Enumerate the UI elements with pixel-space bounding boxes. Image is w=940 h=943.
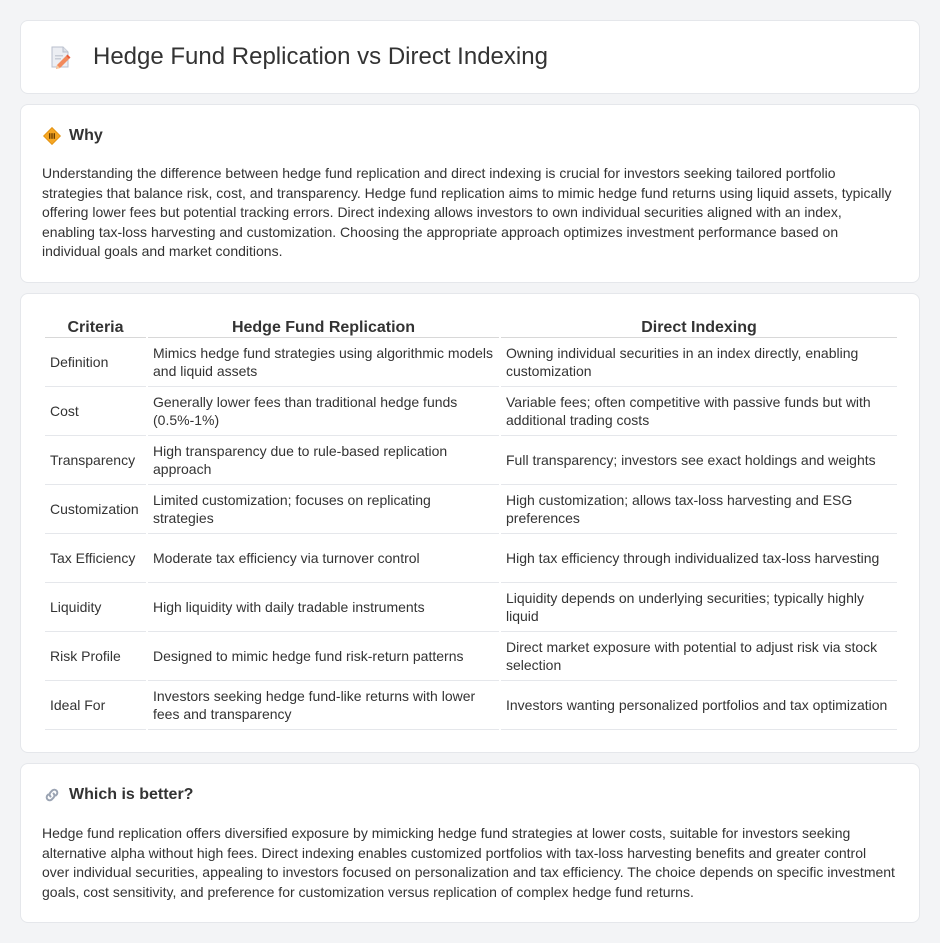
direct-indexing-cell: Owning individual securities in an index directly, enabling customization [501, 338, 897, 387]
direct-indexing-cell: Variable fees; often competitive with passive funds but with additional trading costs [501, 387, 897, 436]
criteria-cell: Definition [45, 338, 146, 387]
criteria-cell: Tax Efficiency [45, 534, 146, 583]
which-is-better-title: Which is better? [69, 786, 194, 803]
hedge-fund-replication-cell: Investors seeking hedge fund-like returns with lower fees and transparency [148, 681, 499, 730]
which-is-better-card [20, 763, 920, 923]
direct-indexing-cell: High tax efficiency through individualized tax-loss harvesting [501, 534, 897, 583]
why-title: Why [69, 127, 103, 144]
criteria-cell: Liquidity [45, 583, 146, 632]
which-is-better-heading [43, 786, 193, 804]
why-paragraph: Understanding the difference between hedge fund replication and direct indexing is crucial for investors seeking tailored portfolio strategies that balance risk, cost, and transparency. Hedge fund replication aims to mimic hedge fund returns using liquid assets, typically offering lower fees but potential tracking errors. Direct indexing allows investors to own individual securities aligned with an index, enabling tax-loss harvesting and customization. Choosing the appropriate approach optimizes investment performance based on individual goals and market conditions. [42, 165, 892, 260]
column-header-direct-indexing: Direct Indexing [501, 317, 897, 338]
table-row [45, 534, 897, 583]
hedge-fund-replication-cell: Generally lower fees than traditional hedge funds (0.5%-1%) [148, 387, 499, 436]
criteria-cell: Risk Profile [45, 632, 146, 681]
why-card [20, 104, 920, 283]
column-header-criteria: Criteria [45, 317, 146, 338]
criteria-cell: Ideal For [45, 681, 146, 730]
why-heading [43, 127, 103, 145]
table-row [45, 632, 897, 681]
document-pencil-icon [47, 44, 73, 70]
direct-indexing-cell: Liquidity depends on underlying securities; typically highly liquid [501, 583, 897, 632]
hedge-fund-replication-cell: Mimics hedge fund strategies using algorithmic models and liquid assets [148, 338, 499, 387]
hedge-fund-replication-cell: Designed to mimic hedge fund risk-return patterns [148, 632, 499, 681]
page-title: Hedge Fund Replication vs Direct Indexing [93, 43, 548, 70]
criteria-cell: Transparency [45, 436, 146, 485]
table-header-row [45, 317, 897, 338]
which-is-better-paragraph: Hedge fund replication offers diversified exposure by mimicking hedge fund strategies at lower costs, suitable for investors seeking alternative alpha without high fees. Direct indexing enables customized portfolios with tax-loss harvesting benefits and greater control over individual securities, appealing to investors focused on personalization and tax efficiency. The choice depends on specific investment goals, cost sensitivity, and preference for customization versus replication of complex hedge fund returns. [42, 825, 895, 900]
direct-indexing-cell: Full transparency; investors see exact holdings and weights [501, 436, 897, 485]
header-card [20, 20, 920, 94]
link-icon [43, 786, 61, 804]
table-row [45, 583, 897, 632]
direct-indexing-cell: Investors wanting personalized portfolios and tax optimization [501, 681, 897, 730]
criteria-cell: Cost [45, 387, 146, 436]
hedge-fund-replication-cell: Limited customization; focuses on replicating strategies [148, 485, 499, 534]
hedge-fund-replication-cell: High transparency due to rule-based replication approach [148, 436, 499, 485]
table-row [45, 387, 897, 436]
criteria-cell: Customization [45, 485, 146, 534]
table-row [45, 485, 897, 534]
diamond-sign-icon [43, 127, 61, 145]
direct-indexing-cell: High customization; allows tax-loss harvesting and ESG preferences [501, 485, 897, 534]
table-row [45, 338, 897, 387]
column-header-hedge-fund-replication: Hedge Fund Replication [148, 317, 499, 338]
table-row [45, 681, 897, 730]
hedge-fund-replication-cell: Moderate tax efficiency via turnover control [148, 534, 499, 583]
hedge-fund-replication-cell: High liquidity with daily tradable instruments [148, 583, 499, 632]
direct-indexing-cell: Direct market exposure with potential to adjust risk via stock selection [501, 632, 897, 681]
comparison-table [43, 317, 899, 730]
comparison-card [20, 293, 920, 753]
table-row [45, 436, 897, 485]
